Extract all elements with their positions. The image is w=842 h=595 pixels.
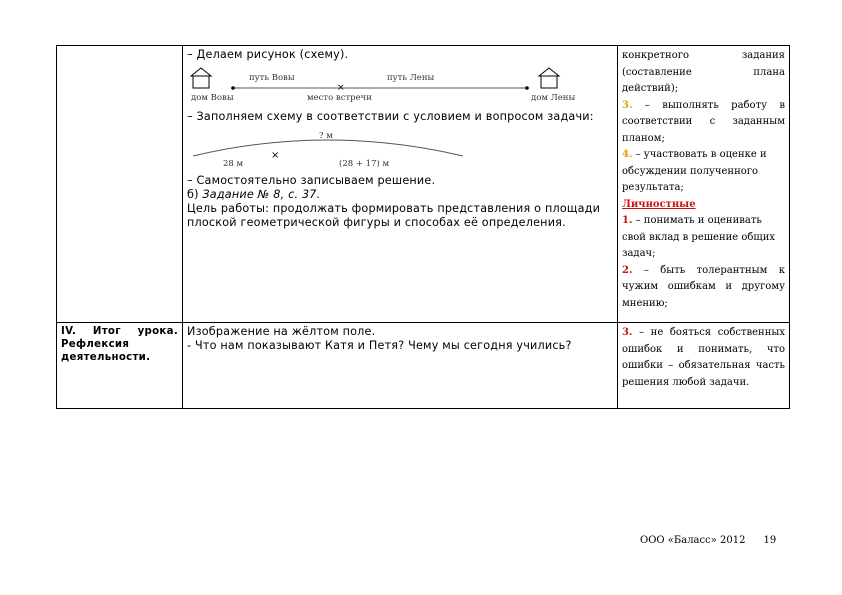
uud-item-text: – быть толерантным к чужим ошибкам и другому мнению;	[622, 264, 785, 309]
activity-cell	[183, 323, 618, 409]
publisher-label: ООО «Баласс» 2012	[640, 535, 746, 546]
page-number: 19	[763, 535, 777, 546]
number-badge: 4.	[622, 149, 633, 160]
stage-cell	[57, 323, 183, 409]
number-badge: 1.	[622, 215, 633, 226]
stage-cell-empty	[57, 46, 183, 323]
image-on-yellow-field: Изображение на жёлтом поле.	[187, 325, 376, 338]
uud-line: конкретного задания (составление плана действий);	[622, 50, 785, 94]
stage-title: IV. Итог урока. Рефлексия деятельности.	[61, 326, 178, 363]
uud-item-text: – не бояться собственных ошибок и понимать, что ошибки – обязательная часть решения любой задачи.	[622, 327, 785, 388]
meeting-mark: ×	[337, 83, 345, 93]
personal-heading: Личностные	[622, 198, 696, 210]
number-badge: 3.	[622, 327, 633, 338]
uud-cell	[618, 46, 790, 323]
step-draw-scheme: – Делаем рисунок (схему).	[187, 48, 349, 61]
step-fill-scheme: – Заполняем схему в соответствии с условием и вопросом задачи:	[187, 110, 594, 123]
label-home-vova: дом Вовы	[191, 93, 234, 103]
uud-item-3	[622, 98, 785, 148]
personal-item-1	[622, 213, 785, 263]
label-path-vova: путь Вовы	[249, 73, 295, 83]
personal-item-2	[622, 263, 785, 313]
uud-item-text: – выполнять работу в соответствии с заданным планом;	[622, 99, 785, 144]
number-badge: 2.	[622, 264, 633, 276]
uud-item-4	[622, 147, 785, 197]
work-goal: Цель работы: продолжать формировать представления о площади плоской геометрической фигуры и способах её определения.	[187, 202, 601, 229]
table-row	[57, 323, 790, 409]
label-left-distance: 28 м	[223, 159, 244, 168]
scheme-distance-diagram	[187, 126, 487, 168]
activity-cell	[183, 46, 618, 323]
house-vova-icon	[191, 68, 211, 88]
table-row	[57, 46, 790, 323]
uud-item-text: – участвовать в оценке и обсуждении полученного результата;	[622, 149, 767, 193]
page-footer	[640, 535, 776, 546]
label-total-distance: ? м	[319, 131, 333, 141]
label-home-lena: дом Лены	[531, 93, 576, 103]
scheme-paths-diagram	[187, 64, 587, 104]
house-lena-icon	[539, 68, 559, 88]
number-badge: 3.	[622, 99, 633, 111]
meeting-mark-2: ×	[271, 150, 280, 161]
reflection-question: - Что нам показывают Катя и Петя? Чему мы сегодня учились?	[187, 339, 572, 352]
label-path-lena: путь Лены	[387, 73, 435, 83]
label-right-distance: (28 + 17) м	[339, 159, 390, 168]
task-line	[187, 188, 613, 202]
personal-item-3	[622, 325, 785, 391]
label-meeting: место встречи	[307, 93, 372, 103]
lesson-table	[56, 45, 790, 409]
uud-item-text: – понимать и оценивать свой вклад в решение общих задач;	[622, 215, 776, 259]
task-reference: Задание № 8, с. 37.	[202, 188, 321, 201]
task-prefix: б)	[187, 188, 203, 201]
uud-cell	[618, 323, 790, 409]
step-write-solution: – Самостоятельно записываем решение.	[187, 174, 436, 187]
